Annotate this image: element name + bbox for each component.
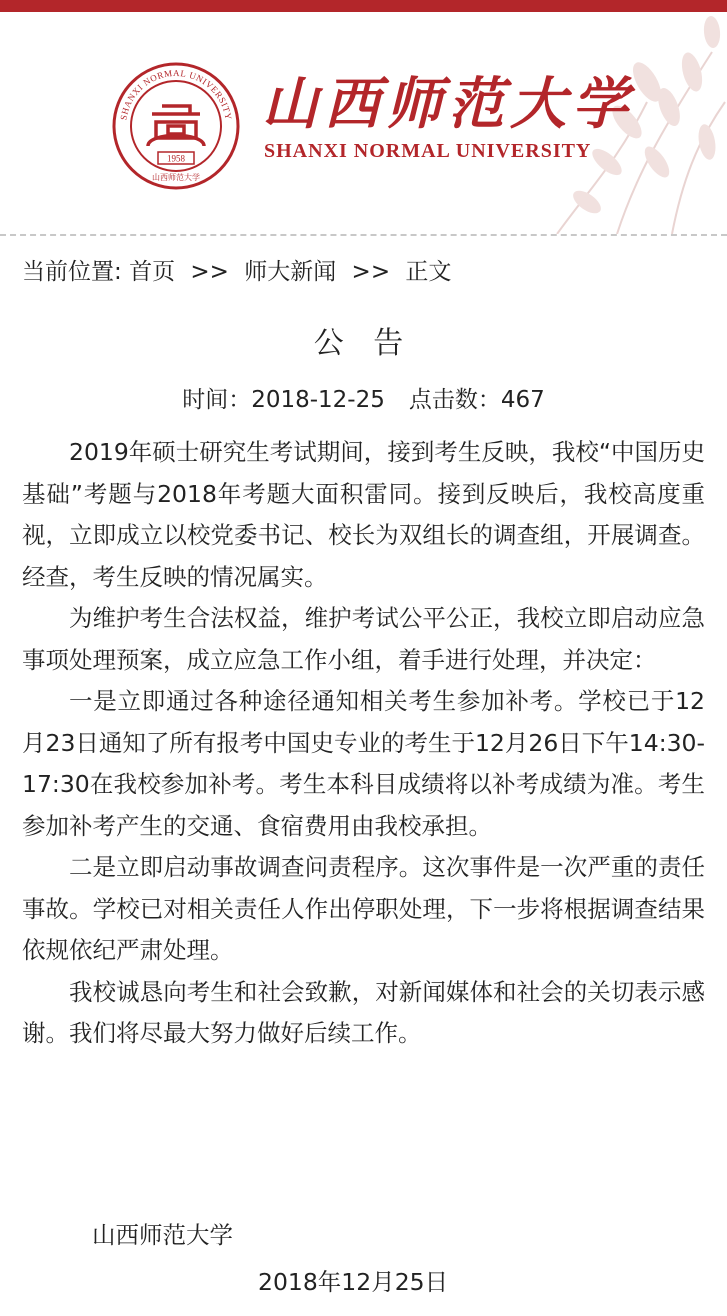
breadcrumb-news-link[interactable]: 师大新闻 bbox=[244, 259, 337, 285]
breadcrumb-prefix: 当前位置: bbox=[22, 259, 122, 285]
seal-bottom-text: 山西师范大学 bbox=[152, 173, 200, 182]
article-paragraph: 我校诚恳向考生和社会致歉，对新闻媒体和社会的关切表示感谢。我们将尽最大努力做好后续工作。 bbox=[22, 977, 705, 1047]
article-meta bbox=[0, 380, 727, 420]
time-label: 时间： bbox=[182, 387, 252, 413]
article-paragraph: 2019年硕士研究生考试期间，接到考生反映，我校“中国历史基础”考题与2018年考题大面积雷同。接到反映后，我校高度重视，立即成立以校党委书记、校长为双组长的调查组，开展调查。经查，考生反映的情况属实。 bbox=[22, 438, 705, 591]
article-title: 公 告 bbox=[313, 326, 414, 361]
article-paragraph: 二是立即启动事故调查问责程序。这次事件是一次严重的责任事故。学校已对相关责任人作出停职处理，下一步将根据调查结果依规依纪严肃处理。 bbox=[22, 853, 705, 964]
site-header bbox=[0, 12, 727, 234]
university-name-en: SHANXI NORMAL UNIVERSITY bbox=[264, 140, 592, 162]
clicks-value: 467 bbox=[500, 387, 545, 413]
article-date: 2018年12月25日 bbox=[258, 1268, 449, 1296]
seal-ring-text: SHANXI NORMAL UNIVERSITY bbox=[118, 67, 234, 121]
breadcrumb-current: 正文 bbox=[405, 259, 452, 285]
breadcrumb-separator: >> bbox=[190, 259, 229, 285]
breadcrumb-separator: >> bbox=[351, 259, 391, 285]
header-divider bbox=[0, 234, 727, 236]
clicks-label: 点击数： bbox=[408, 387, 501, 413]
breadcrumb bbox=[22, 254, 451, 290]
article-paragraph: 一是立即通过各种途径通知相关考生参加补考。学校已于12月23日通知了所有报考中国史专业的考生于12月26日下午14:30-17:30在我校参加补考。考生本科目成绩将以补考成绩为准。考生参加补考产生的交通、食宿费用由我校承担。 bbox=[22, 687, 705, 840]
time-value: 2018-12-25 bbox=[251, 387, 385, 413]
seal-year: 1958 bbox=[167, 153, 185, 164]
article-signature: 山西师范大学 bbox=[92, 1221, 233, 1249]
top-accent-bar bbox=[0, 0, 727, 12]
university-seal-logo bbox=[112, 62, 240, 190]
article-paragraph: 为维护考生合法权益，维护考试公平公正，我校立即启动应急事项处理预案，成立应急工作小组，着手进行处理，并决定： bbox=[22, 604, 705, 674]
article-body bbox=[22, 432, 705, 1055]
university-name-cn: 山西师范大学 bbox=[262, 71, 634, 137]
breadcrumb-home-link[interactable]: 首页 bbox=[129, 259, 176, 285]
